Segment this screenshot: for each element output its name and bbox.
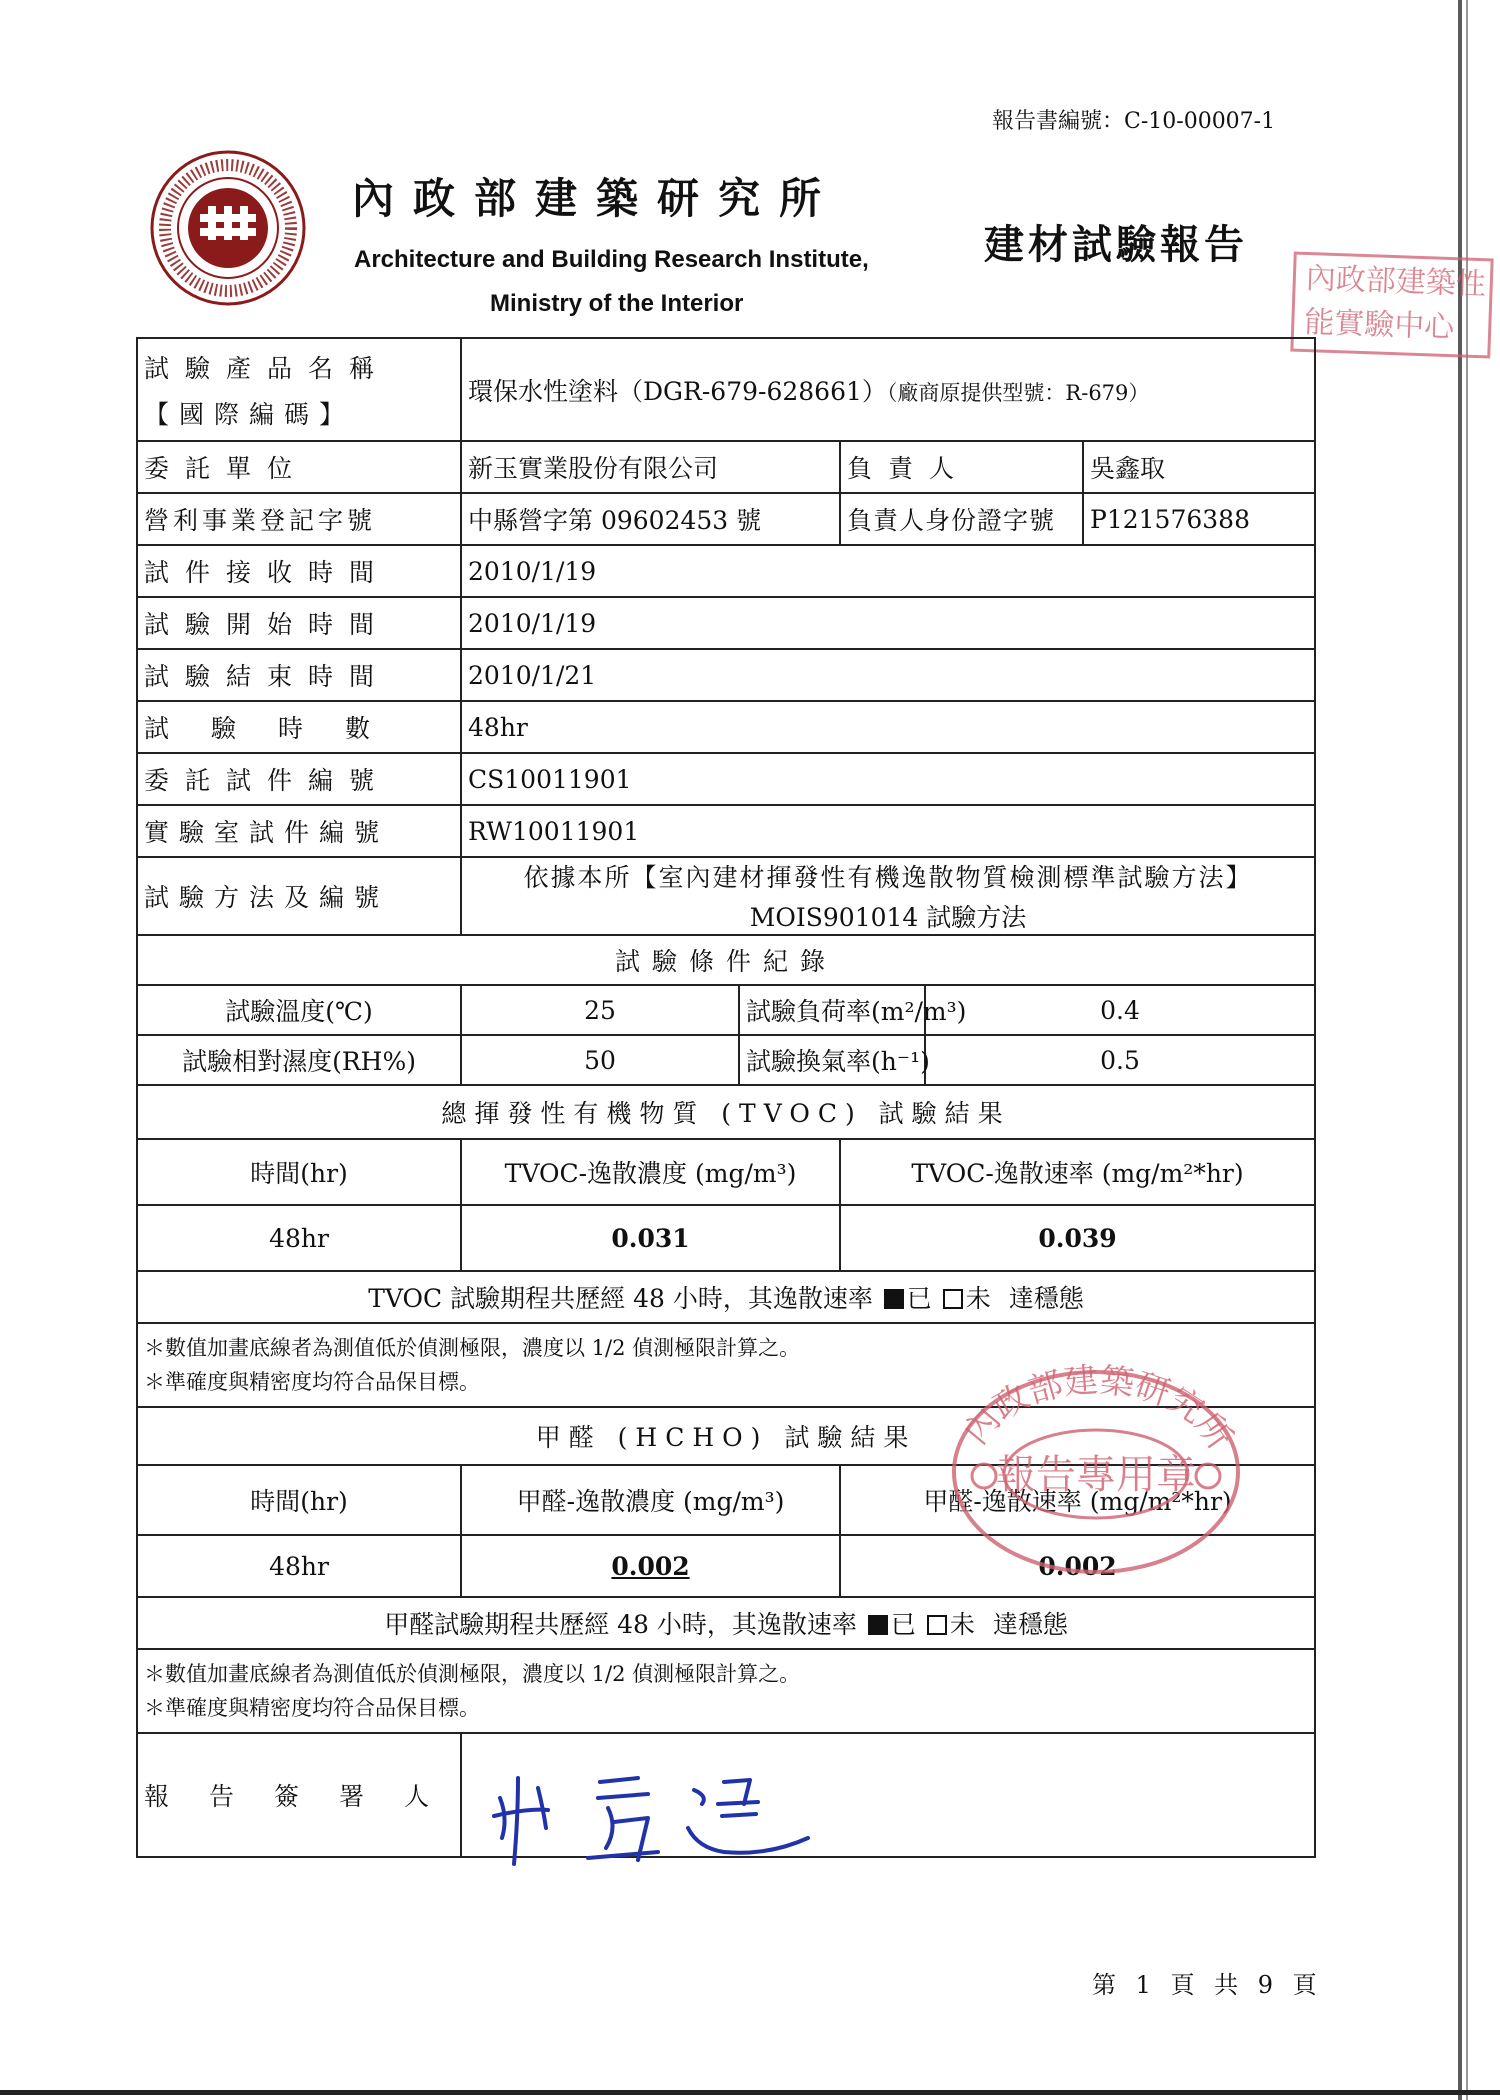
unchecked-box-icon (943, 1289, 963, 1309)
tvoc-conc-header: TVOC-逸散濃度 (mg/m³) (461, 1139, 840, 1205)
method-line-2: MOIS901014 試驗方法 (749, 903, 1027, 932)
received-label: 試件接收時間 (137, 545, 461, 597)
institute-name-en-line1: Architecture and Building Research Institute, (354, 246, 869, 273)
row-client-sample-no (137, 753, 1315, 805)
tvoc-note-2: ＊準確度與精密度均符合品保目標。 (144, 1370, 480, 1394)
page-number: 第 1 頁 共 9 頁 (1092, 1971, 1323, 1999)
row-end (137, 649, 1315, 701)
hcho-stability (137, 1597, 1315, 1649)
report-table (136, 337, 1316, 1858)
row-hcho-header (137, 1465, 1315, 1535)
hcho-note-2: ＊準確度與精密度均符合品保目標。 (144, 1696, 480, 1720)
temp-label: 試驗溫度(℃) (137, 985, 461, 1035)
start-label: 試驗開始時間 (137, 597, 461, 649)
received-value: 2010/1/19 (461, 545, 1315, 597)
hours-label: 試驗時數 (137, 701, 461, 753)
row-received (137, 545, 1315, 597)
seal-inner-text: 報告專用章 (996, 1452, 1196, 1498)
id-label: 負責人身份證字號 (840, 493, 1083, 545)
start-value: 2010/1/19 (461, 597, 1315, 649)
tvoc-time: 48hr (137, 1205, 461, 1271)
row-method (137, 857, 1315, 935)
row-conditions-title (137, 935, 1315, 985)
method-line-1: 依據本所【室內建材揮發性有機逸散物質檢測標準試驗方法】 (523, 863, 1253, 892)
report-number: 報告書編號：C-10-00007-1 (992, 109, 1276, 134)
tvoc-rate: 0.039 (840, 1205, 1315, 1271)
hcho-title: 甲醛 (HCHO) 試驗結果 (137, 1407, 1315, 1465)
person-value: 吳鑫取 (1083, 441, 1315, 493)
hcho-rate: 0.002 (840, 1535, 1315, 1597)
registration-value: 中縣營字第 09602453 號 (461, 493, 840, 545)
hcho-time: 48hr (137, 1535, 461, 1597)
signatory-label: 報告簽署人 (137, 1733, 461, 1857)
row-signatory (137, 1733, 1315, 1857)
row-hcho-data (137, 1535, 1315, 1597)
method-value-cell (461, 857, 1315, 935)
hours-value: 48hr (461, 701, 1315, 753)
row-start (137, 597, 1315, 649)
product-code-label: 【國際編碼】 (144, 399, 355, 429)
hcho-notes (137, 1649, 1315, 1733)
product-value: 環保水性塗料（DGR-679-628661） (468, 376, 887, 406)
row-tvoc-stability (137, 1271, 1315, 1323)
checked-box-icon (884, 1289, 904, 1309)
row-tvoc-title (137, 1085, 1315, 1139)
load-label: 試驗負荷率(m²/m³) (739, 985, 925, 1035)
unchecked-box-icon (927, 1615, 947, 1635)
tvoc-rate-header: TVOC-逸散速率 (mg/m²*hr) (840, 1139, 1315, 1205)
lab-sample-no-label: 實驗室試件編號 (137, 805, 461, 857)
product-note: （廠商原提供型號：R-679） (886, 380, 1150, 405)
end-value: 2010/1/21 (461, 649, 1315, 701)
hcho-conc: 0.002 (461, 1535, 840, 1597)
seal-outer-text: 內政部建築研究所 (956, 1362, 1240, 1457)
client-label: 委託單位 (137, 441, 461, 493)
hcho-stability-done: 已 (890, 1610, 916, 1639)
institute-name-en-line2: Ministry of the Interior (490, 290, 744, 317)
row-registration (137, 493, 1315, 545)
rh-value: 50 (461, 1035, 739, 1085)
row-tvoc-notes (137, 1323, 1315, 1407)
lab-sample-no-value: RW10011901 (461, 805, 1315, 857)
page-bottom-edge (0, 2090, 1500, 2095)
registration-label: 營利事業登記字號 (137, 493, 461, 545)
client-sample-no-value: CS10011901 (461, 753, 1315, 805)
row-conditions-2 (137, 1035, 1315, 1085)
row-tvoc-header (137, 1139, 1315, 1205)
end-label: 試驗結束時間 (137, 649, 461, 701)
institute-logo (148, 148, 308, 308)
rh-label: 試驗相對濕度(RH%) (137, 1035, 461, 1085)
hcho-note-1: ＊數值加畫底線者為測值低於偵測極限，濃度以 1/2 偵測極限計算之。 (144, 1662, 801, 1686)
row-product (137, 338, 1315, 441)
hcho-stability-prefix: 甲醛試驗期程共歷經 48 小時，其逸散速率 (384, 1610, 857, 1639)
tvoc-time-header: 時間(hr) (137, 1139, 461, 1205)
institute-name-cn: 內政部建築研究所 (352, 174, 841, 223)
checked-box-icon (868, 1615, 888, 1635)
hcho-rate-header: 甲醛-逸散速率 (mg/m²*hr) (840, 1465, 1315, 1535)
tvoc-stability (137, 1271, 1315, 1323)
row-client (137, 441, 1315, 493)
product-value-cell (461, 338, 1315, 441)
person-label: 負責人 (840, 441, 1083, 493)
tvoc-conc: 0.031 (461, 1205, 840, 1271)
document-title: 建材試驗報告 (984, 221, 1248, 268)
id-value: P121576388 (1083, 493, 1315, 545)
client-value: 新玉實業股份有限公司 (461, 441, 840, 493)
tvoc-stability-prefix: TVOC 試驗期程共歷經 48 小時，其逸散速率 (368, 1284, 873, 1313)
row-hcho-stability (137, 1597, 1315, 1649)
ach-label: 試驗換氣率(h⁻¹) (739, 1035, 925, 1085)
row-hours (137, 701, 1315, 753)
tvoc-stability-suffix: 達穩態 (1008, 1284, 1084, 1313)
load-value: 0.4 (925, 985, 1315, 1035)
tvoc-stability-done: 已 (906, 1284, 932, 1313)
hcho-conc-header: 甲醛-逸散濃度 (mg/m³) (461, 1465, 840, 1535)
hcho-stability-not: 未 (949, 1610, 975, 1639)
corner-stamp-text: 內政部建築性能實驗中心 (1303, 260, 1487, 346)
hcho-time-header: 時間(hr) (137, 1465, 461, 1535)
row-tvoc-data (137, 1205, 1315, 1271)
client-sample-no-label: 委託試件編號 (137, 753, 461, 805)
row-conditions-1 (137, 985, 1315, 1035)
method-label: 試驗方法及編號 (137, 857, 461, 935)
ach-value: 0.5 (925, 1035, 1315, 1085)
tvoc-note-1: ＊數值加畫底線者為測值低於偵測極限，濃度以 1/2 偵測極限計算之。 (144, 1336, 801, 1360)
row-lab-sample-no (137, 805, 1315, 857)
signature-cell (461, 1733, 1315, 1857)
tvoc-title: 總揮發性有機物質 (TVOC) 試驗結果 (137, 1085, 1315, 1139)
row-hcho-notes (137, 1649, 1315, 1733)
conditions-title: 試驗條件紀錄 (137, 935, 1315, 985)
corner-stamp (1290, 252, 1493, 359)
row-hcho-title (137, 1407, 1315, 1465)
hcho-stability-suffix: 達穩態 (992, 1610, 1068, 1639)
tvoc-stability-not: 未 (965, 1284, 991, 1313)
tvoc-notes (137, 1323, 1315, 1407)
temp-value: 25 (461, 985, 739, 1035)
product-label: 試驗產品名稱 (144, 353, 391, 383)
product-label-cell (137, 338, 461, 441)
